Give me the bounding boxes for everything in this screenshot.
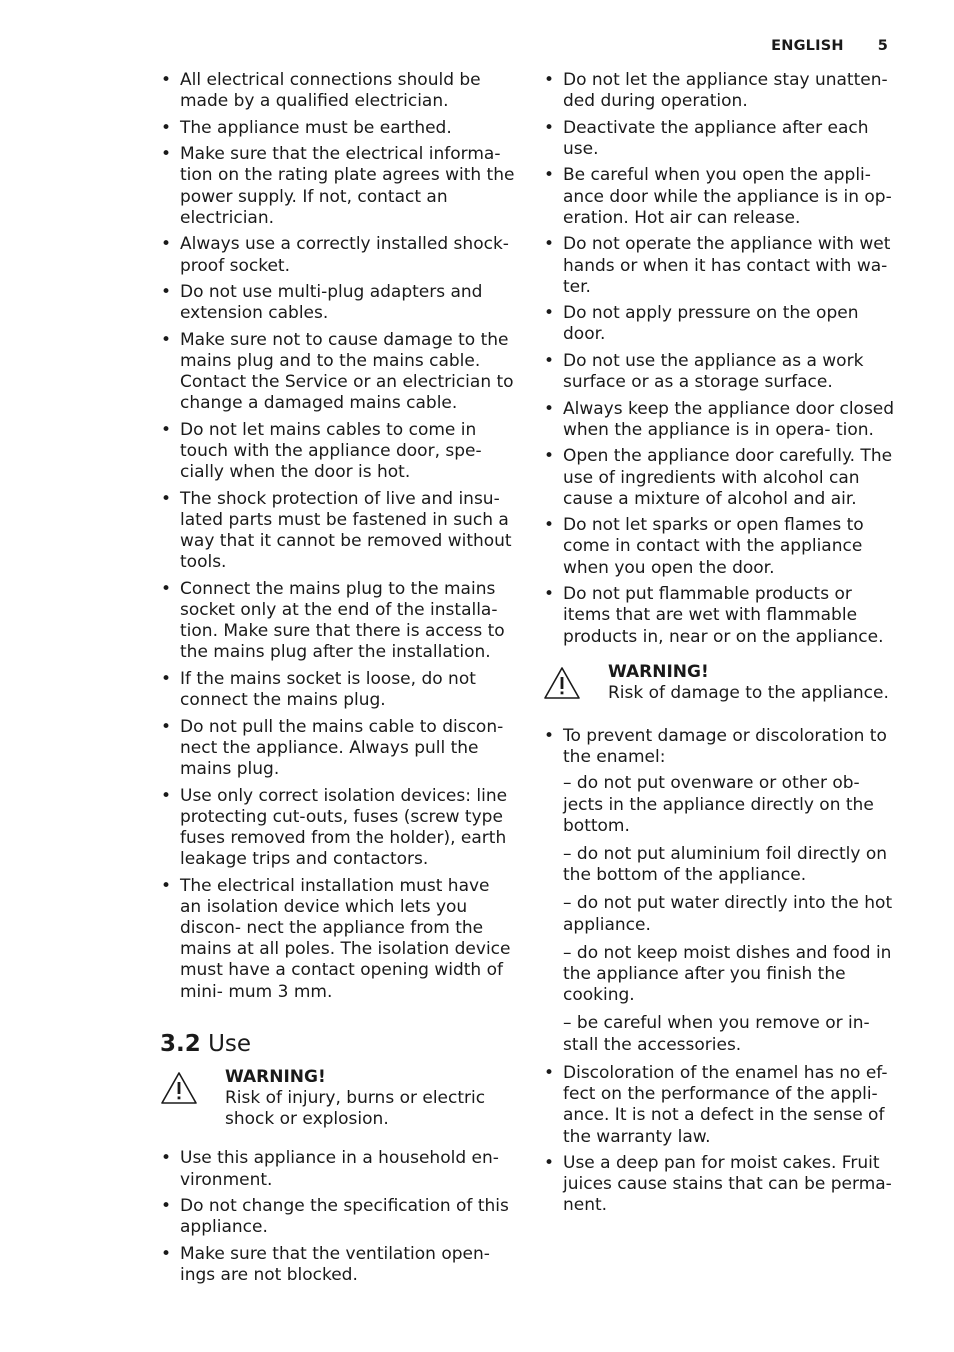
list-item: • Do not use multi-plug adapters and extension cables. [160,282,516,324]
dash-item: – do not put water directly into the hot appliance. [563,893,893,935]
language-label: ENGLISH [771,38,844,54]
list-item: • Use only correct isolation devices: line protecting cut-outs, fuses (screw type fuses removed from the holder), earth leakage trips and contactors. [160,786,516,871]
list-item: • If the mains socket is loose, do not connect the mains plug. [160,669,516,711]
warning-box [543,662,899,708]
list-item: • Always keep the appliance door closed when the appliance is in opera- tion. [543,399,899,441]
section-heading [160,1031,516,1057]
list-item: • Use a deep pan for moist cakes. Fruit juices cause stains that can be perma- nent. [543,1153,899,1217]
warning-box [160,1067,516,1130]
warning-triangle-icon [160,1071,198,1105]
enamel-list [543,726,899,768]
electrical-safety-list [160,70,516,1003]
dash-item: – do not put ovenware or other ob- jects in the appliance directly on the bottom. [563,773,874,836]
dash-item: – be careful when you remove or in- stall the accessories. [563,1013,870,1055]
use-safety-list [160,1148,516,1286]
list-item: • To prevent damage or discoloration to the enamel: [543,726,899,768]
list-item: • Do not use the appliance as a work surface or as a storage surface. [543,351,899,393]
left-column [160,70,516,1291]
list-item: • The appliance must be earthed. [160,118,516,139]
list-item: • Do not let mains cables to come in touch with the appliance door, spe- cially when the door is hot. [160,420,516,484]
list-item: • Always use a correctly installed shock- proof socket. [160,234,516,276]
list-item: • Open the appliance door carefully. The use of ingredients with alcohol can cause a mixture of alcohol and air. [543,446,899,510]
list-item: • Connect the mains plug to the mains socket only at the end of the installa- tion. Make sure that there is access to the mains plug after the installation. [160,579,516,664]
list-item: • Do not apply pressure on the open door. [543,303,899,345]
list-item: • Make sure not to cause damage to the mains plug and to the mains cable. Contact the Service or an electrician to change a damaged mains cable. [160,330,516,415]
list-item: • Do not pull the mains cable to discon- nect the appliance. Always pull the mains plug. [160,717,516,781]
list-item: • Deactivate the appliance after each use. [543,118,899,160]
section-title: Use [208,1030,252,1057]
warning-title: WARNING! [608,661,709,682]
page-number: 5 [877,38,888,54]
section-number: 3.2 [160,1030,201,1057]
warning-triangle-icon [543,666,581,700]
list-item: • Do not put flammable products or items that are wet with flammable products in, near or on the appliance. [543,584,899,648]
list-item: • Do not let sparks or open flames to come in contact with the appliance when you open the door. [543,515,899,579]
page-header [771,38,888,54]
enamel-notes-list [543,1063,899,1217]
list-item: • Use this appliance in a household en- vironment. [160,1148,516,1190]
warning-text: Risk of injury, burns or electric shock or explosion. [225,1087,486,1130]
right-column [543,70,899,1222]
list-item: • All electrical connections should be made by a qualified electrician. [160,70,516,112]
operation-safety-list [543,70,899,648]
warning-text: Risk of damage to the appliance. [608,682,889,703]
list-item: • Discoloration of the enamel has no ef- fect on the performance of the appli- ance. It is not a defect in the sense of the warranty law. [543,1063,899,1148]
list-item: • The electrical installation must have an isolation device which lets you discon- nect the appliance from the mains at all poles. The isolation device must have a contact opening width of mini- mum 3 mm. [160,876,516,1003]
warning-title: WARNING! [225,1066,326,1087]
list-item: • The shock protection of live and insu- lated parts must be fastened in such a way that it cannot be removed without tools. [160,489,516,574]
list-item: • Make sure that the ventilation open- ings are not blocked. [160,1244,516,1286]
list-item: • Do not operate the appliance with wet hands or when it has contact with wa- ter. [543,234,899,298]
list-item: • Do not change the specification of this appliance. [160,1196,516,1238]
list-item: • Make sure that the electrical informa- tion on the rating plate agrees with the power supply. If not, contact an electrician. [160,144,516,229]
list-item: • Be careful when you open the appli- ance door while the appliance is in op- eration. Hot air can release. [543,165,899,229]
list-item: • Do not let the appliance stay unatten- ded during operation. [543,70,899,112]
dash-item: – do not put aluminium foil directly on the bottom of the appliance. [563,844,888,886]
dash-item: – do not keep moist dishes and food in the appliance after you finish the cooking. [563,942,892,1006]
